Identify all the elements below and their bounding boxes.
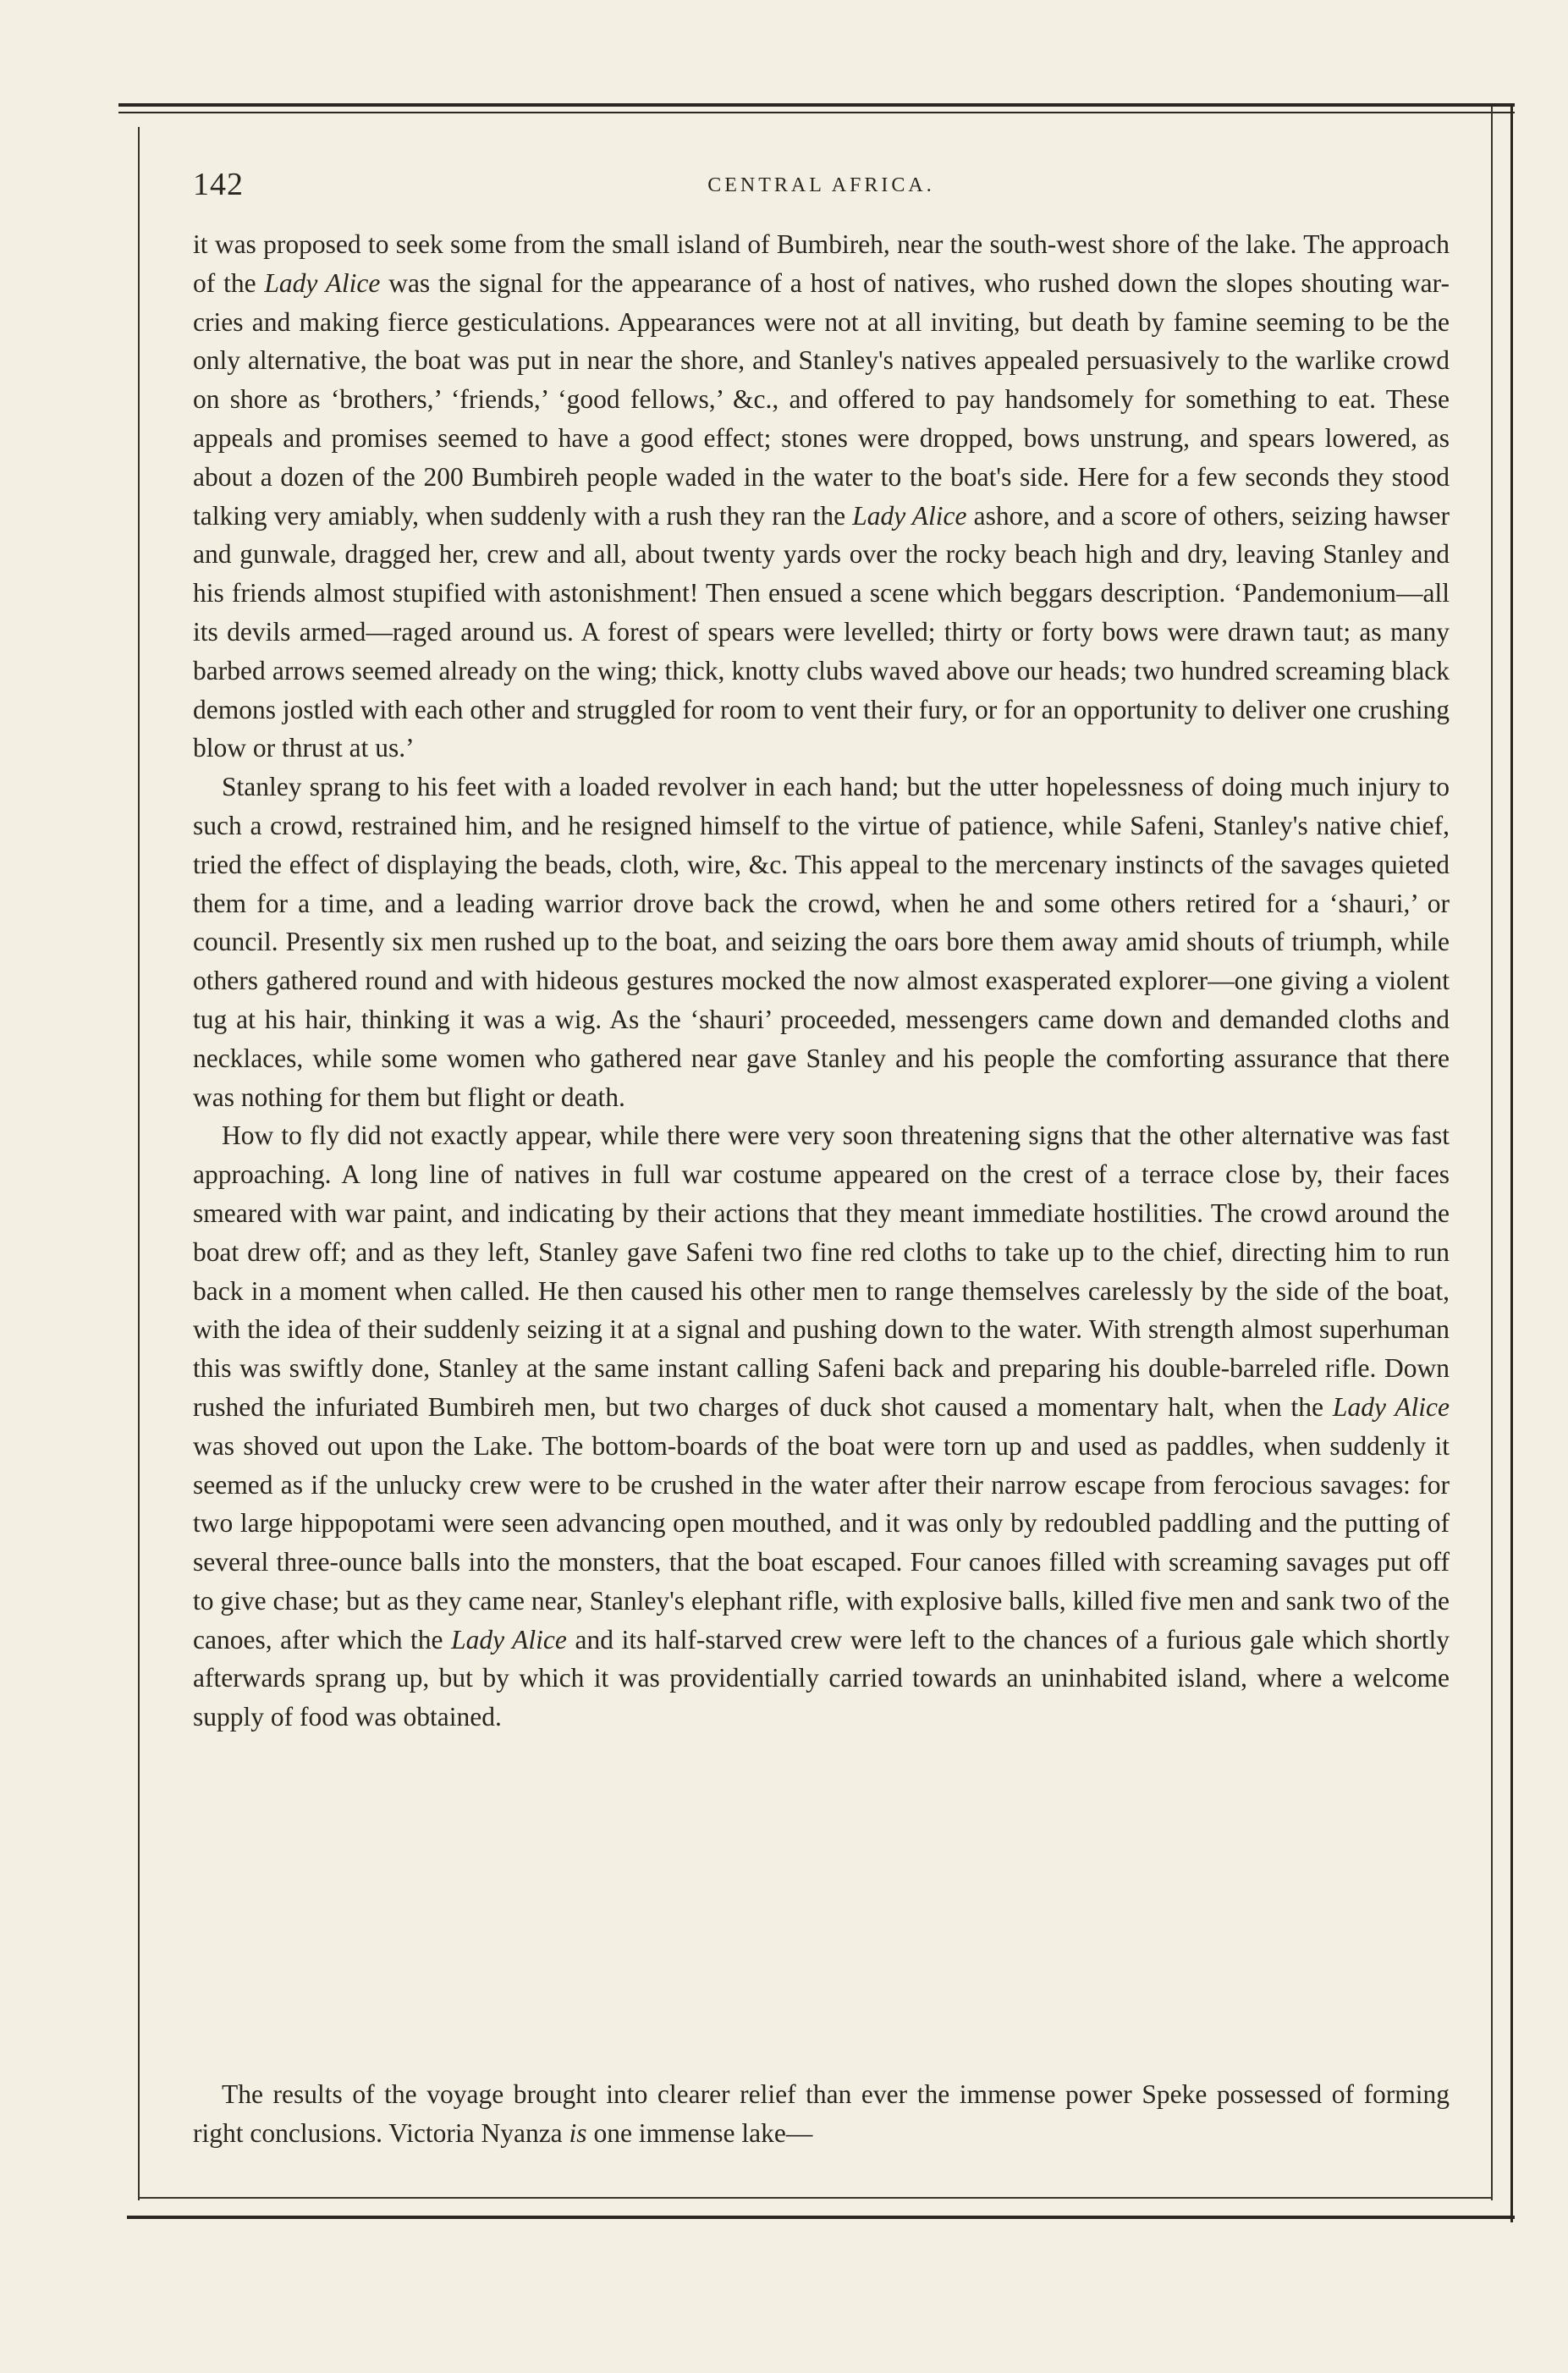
frame-bottom-rule-outer (127, 2216, 1515, 2219)
ship-name-italic: Lady Alice (264, 267, 381, 298)
frame-right-rule (1491, 107, 1493, 2200)
paragraph-1-text-a: it was proposed to seek some from the small island of Bumbireh, near the south-west shore of the lake. The approach of the (193, 229, 1450, 298)
paragraph-3-text-c: and its half-starved crew were left to the chances of a furious gale which shortly afterwards sprang up, but by which it was providentially carried towards an uninhabited island, where a welcome supply of food was obtained. (193, 1624, 1450, 1732)
ship-name-italic: Lady Alice (852, 500, 967, 531)
paragraph-3-text-b: was shoved out upon the Lake. The bottom-boards of the boat were torn up and used as paddles, when suddenly it seemed as if the unlucky crew were to be crushed in the water after their narrow escape from ferocious savages: for two large hippopotami were seen advancing open mouthed, and it was only by redoubled paddling and the putting of several three-ounce balls into the monsters, that the boat escaped. Four canoes filled with screaming savages put off to give chase; but as they came near, Stanley's elephant rifle, with explosive balls, killed five men and sank two of the canoes, after which the (193, 1430, 1450, 1654)
paragraph-4-text-b: one immense lake— (586, 2118, 813, 2148)
paragraph-1-text-c: ashore, and a score of others, seizing hawser and gunwale, dragged her, crew and all, about twenty yards over the rocky beach high and dry, leaving Stanley and his friends almost stupified with astonishment! Then ensued a scene which beggars description. ‘Pandemonium—all its devils armed—raged around us. A forest of spears were levelled; thirty or forty bows were drawn taut; as many barbed arrows seemed already on the wing; thick, knotty clubs waved above our heads; two hundred screaming black demons jostled with each other and struggled for room to vent their fury, or for an opportunity to deliver one crushing blow or thrust at us.’ (193, 500, 1450, 763)
frame-bottom-rule (138, 2197, 1493, 2199)
paragraph-2: Stanley sprang to his feet with a loaded revolver in each hand; but the utter hopelessness of doing much injury to such a crowd, restrained him, and he resigned himself to the virtue of patience, while Safeni, Stanley's native chief, tried the effect of displaying the beads, cloth, wire, &c. This appeal to the mercenary instincts of the savages quieted them for a time, and a leading warrior drove back the crowd, when he and some others retired for a ‘shauri,’ or council. Presently six men rushed up to the boat, and seizing the oars bore them away amid shouts of triumph, while others gathered round and with hideous gestures mocked the now almost exasperated explorer—one giving a violent tug at his hair, thinking it was a wig. As the ‘shauri’ proceeded, messengers came down and demanded cloths and necklaces, while some women who gathered near gave Stanley and his people the comforting assurance that there was nothing for them but flight or death. (193, 772, 1450, 1112)
paragraph-1 (193, 225, 1450, 768)
emphasis-italic: is (569, 2118, 587, 2148)
ship-name-italic: Lady Alice (451, 1624, 567, 1654)
frame-left-rule (138, 127, 140, 2200)
ship-name-italic: Lady Alice (1332, 1391, 1450, 1422)
paragraph-4 (193, 2075, 1450, 2153)
body-text (193, 225, 1450, 1737)
paragraph-4-text-a: The results of the voyage brought into clearer relief than ever the immense power Speke possessed of forming right conclusions. Victoria Nyanza (193, 2079, 1450, 2148)
frame-top-rule-inner (118, 112, 1515, 113)
frame-right-rule-outer (1510, 107, 1513, 2222)
page-header (193, 166, 1450, 208)
running-head: CENTRAL AFRICA. (707, 174, 935, 196)
paragraph-1-text-b: was the signal for the appearance of a host of natives, who rushed down the slopes shouting war-cries and making fierce gesticulations. Appearances were not at all inviting, but death by famine seeming to be the only alternative, the boat was put in near the shore, and Stanley's natives appealed persuasively to the warlike crowd on shore as ‘brothers,’ ‘friends,’ ‘good fellows,’ &c., and offered to pay handsomely for something to eat. These appeals and promises seemed to have a good effect; stones were dropped, bows unstrung, and spears lowered, as about a dozen of the 200 Bumbireh people waded in the water to the boat's side. Here for a few seconds they stood talking very amiably, when suddenly with a rush they ran the (193, 267, 1450, 531)
page-number: 142 (193, 167, 244, 202)
paragraph-3-text-a: How to fly did not exactly appear, while there were very soon threatening signs that the other alternative was fast approaching. A long line of natives in full war costume appeared on the crest of a terrace close by, their faces smeared with war paint, and indicating by their actions that they meant immediate hostilities. The crowd around the boat drew off; and as they left, Stanley gave Safeni two fine red cloths to take up to the chief, directing him to run back in a moment when called. He then caused his other men to range themselves carelessly by the side of the boat, with the idea of their suddenly seizing it at a signal and pushing down to the water. With strength almost superhuman this was swiftly done, Stanley at the same instant calling Safeni back and preparing his double-barreled rifle. Down rushed the infuriated Bumbireh men, but two charges of duck shot caused a momentary halt, when the (193, 1120, 1450, 1422)
paragraph-3 (193, 1116, 1450, 1737)
frame-top-rule (118, 103, 1515, 107)
